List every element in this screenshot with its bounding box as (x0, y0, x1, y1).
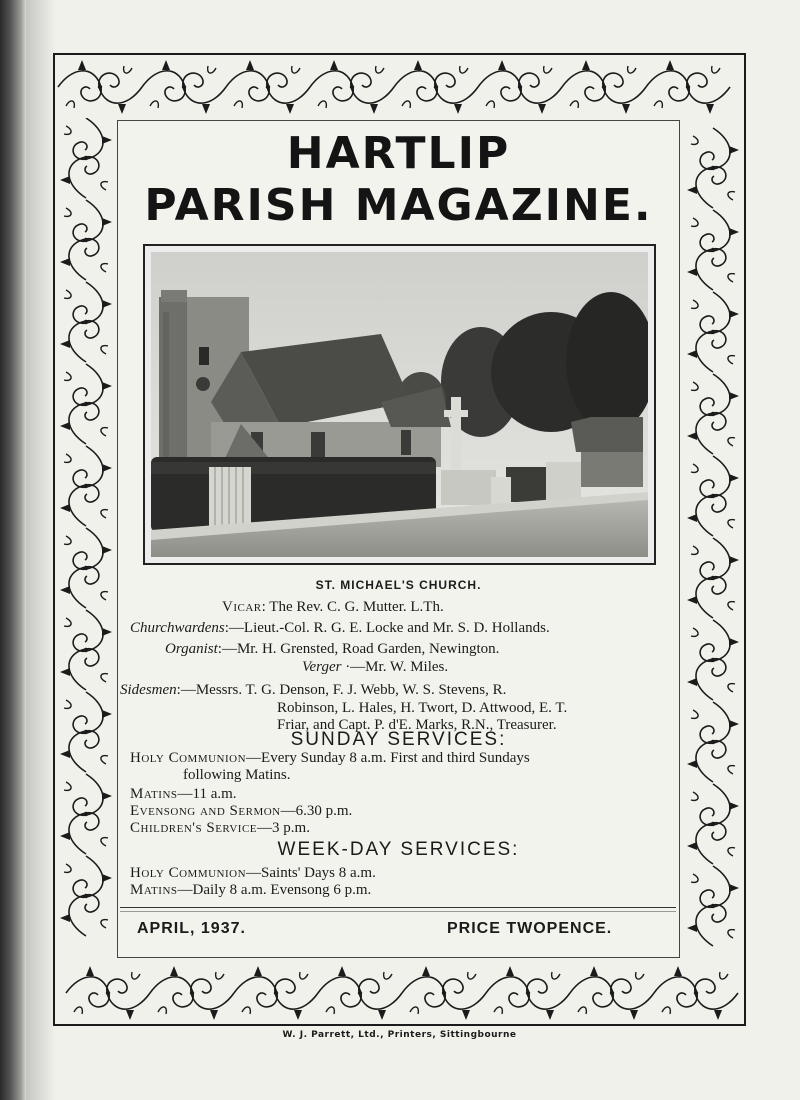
churchwardens-label: Churchwardens (130, 620, 225, 636)
church-photograph-frame (143, 244, 656, 565)
sunday-matins-label: Matins (130, 786, 178, 802)
churchwardens-value: :—Lieut.-Col. R. G. E. Locke and Mr. S. D. Hollands. (224, 620, 550, 636)
verger-label: Verger (302, 659, 342, 675)
book-binding (0, 0, 26, 1100)
sunday-evensong-line (130, 803, 352, 820)
weekday-matins-line (130, 882, 371, 899)
church-photograph (151, 252, 648, 557)
ornament-border-bottom (56, 962, 743, 1024)
verger-line (302, 659, 448, 676)
sunday-matins-value: —11 a.m. (177, 786, 237, 802)
sunday-childrens-service-label: Children's Service (130, 820, 258, 836)
sunday-childrens-service-value: —3 p.m. (257, 820, 310, 836)
sidesmen-line-2: Robinson, L. Hales, H. Twort, D. Attwood, E. T. (277, 700, 568, 716)
vicar-separator: : (261, 599, 266, 615)
weekday-holy-communion-value: —Saints' Days 8 a.m. (246, 865, 376, 881)
masthead-title-line-2: PARISH MAGAZINE. (144, 180, 653, 231)
sunday-holy-communion-label: Holy Communion (130, 750, 247, 766)
printer-imprint: W. J. Parrett, Ltd., Printers, Sittingbourne (282, 1030, 517, 1040)
sidesmen-label: Sidesmen (120, 682, 177, 698)
vicar-value: The Rev. C. G. Mutter. L.Th. (269, 599, 444, 615)
sidesmen-line-1 (120, 682, 506, 699)
footer-rule-top (120, 907, 676, 908)
sidesmen-value-line-1: :—Messrs. T. G. Denson, F. J. Webb, W. S. Stevens, R. (176, 682, 507, 698)
masthead-title-line-1: HARTLIP (286, 128, 511, 179)
sunday-matins-line (130, 786, 237, 803)
photo-caption: ST. MICHAEL'S CHURCH. (315, 578, 482, 592)
sunday-holy-communion-value: —Every Sunday 8 a.m. First and third Sundays (246, 750, 530, 766)
weekday-holy-communion-label: Holy Communion (130, 865, 247, 881)
organist-line (165, 641, 499, 658)
organist-label: Organist (165, 641, 218, 657)
ornament-border-top (56, 56, 743, 118)
vicar-label: Vicar (222, 599, 262, 615)
footer-rule-top-thin (120, 911, 676, 912)
sunday-evensong-label: Evensong and Sermon (130, 803, 281, 819)
sidesmen-line-3: Friar, and Capt. P. d'E. Marks, R.N., Treasurer. (277, 717, 557, 733)
vicar-line (222, 599, 444, 616)
sunday-childrens-service-line (130, 820, 310, 837)
sunday-holy-communion-line (130, 750, 530, 767)
churchwardens-line (130, 620, 550, 637)
sunday-holy-communion-continued: following Matins. (183, 767, 291, 783)
issue-date: APRIL, 1937. (137, 920, 246, 937)
weekday-matins-value: —Daily 8 a.m. Evensong 6 p.m. (177, 882, 372, 898)
page-gutter-shadow (26, 0, 56, 1100)
sunday-evensong-value: —6.30 p.m. (280, 803, 353, 819)
ornament-border-right (683, 118, 743, 962)
ornament-border-left (56, 118, 116, 962)
verger-value: ·—Mr. W. Miles. (345, 659, 449, 675)
weekday-services-heading: WEEK-DAY SERVICES: (277, 839, 520, 860)
issue-price: PRICE TWOPENCE. (447, 920, 613, 937)
weekday-matins-label: Matins (130, 882, 178, 898)
sunday-services-heading: SUNDAY SERVICES: (290, 729, 507, 750)
organist-value: :—Mr. H. Grensted, Road Garden, Newington. (217, 641, 500, 657)
weekday-holy-communion-line (130, 865, 376, 882)
